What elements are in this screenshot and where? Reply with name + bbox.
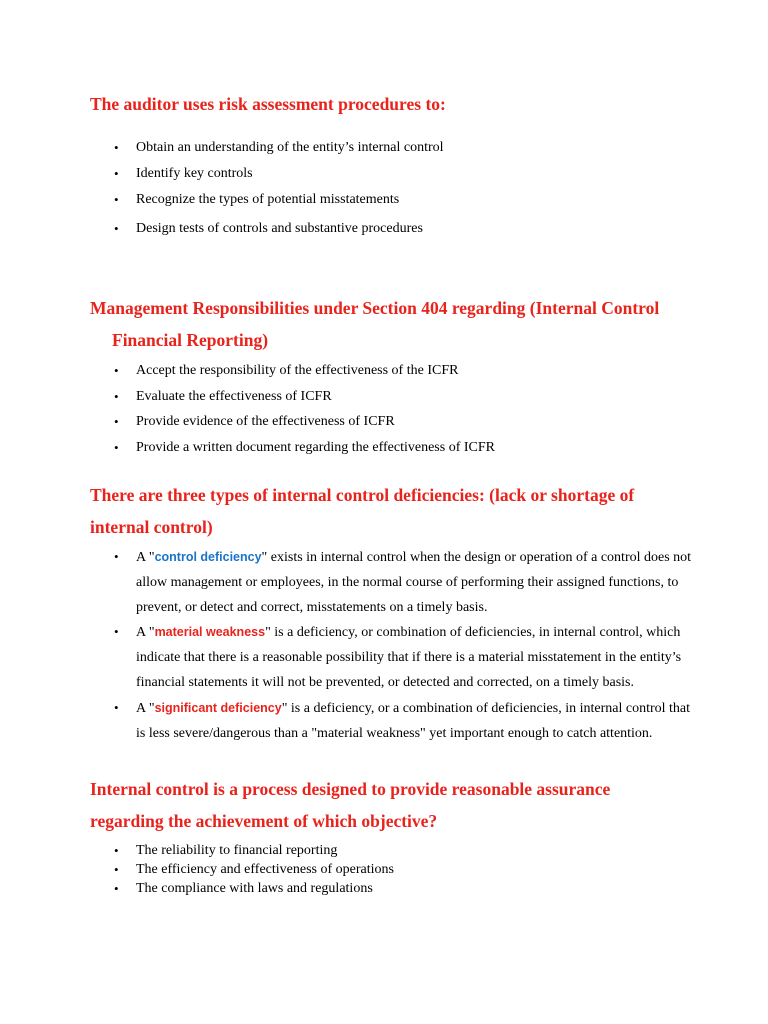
list-deficiency-types xyxy=(0,545,696,746)
heading-deficiency-types: There are three types of internal control deficiencies: (lack or shortage of internal control) xyxy=(90,485,635,537)
list-management-responsibilities xyxy=(0,358,696,460)
list-item: • Identify key controls xyxy=(0,161,696,187)
bullet-icon: • xyxy=(114,862,119,877)
bullet-icon: • xyxy=(114,140,119,155)
bullet-icon: • xyxy=(114,881,119,896)
term-material-weakness: material weakness xyxy=(154,625,266,640)
bullet-icon: • xyxy=(114,192,119,207)
bullet-icon: • xyxy=(114,414,119,429)
bullet-icon: • xyxy=(114,549,119,564)
list-item: • Accept the responsibility of the effectiveness of the ICFR xyxy=(0,358,696,384)
heading-internal-control-objectives: Internal control is a process designed to provide reasonable assurance regarding the achievement of which objective? xyxy=(90,779,611,831)
list-item: • Obtain an understanding of the entity’s internal control xyxy=(0,135,696,161)
list-item: • The reliability to financial reporting xyxy=(114,843,338,858)
bullet-icon: • xyxy=(114,699,119,715)
list-item: • A "significant deficiency" is a deficiency, or a combination of deficiencies, in internal control that is less severe/dangerous than a "material weakness" yet important enough to catch attention. xyxy=(0,696,696,747)
term-control-deficiency: control deficiency xyxy=(154,550,262,564)
heading-risk-assessment: The auditor uses risk assessment procedures to: xyxy=(90,94,446,114)
list-item: • Provide evidence of the effectiveness of ICFR xyxy=(0,409,696,435)
list-risk-assessment xyxy=(0,135,696,242)
list-item: • Evaluate the effectiveness of ICFR xyxy=(0,384,696,410)
list-item: • Recognize the types of potential misstatements xyxy=(0,187,696,213)
list-item: • A "material weakness" is a deficiency, or combination of deficiencies, in internal control, which indicate that there is a reasonable possibility that if there is a material misstatement in the entity’s financial statements it will not be prevented, or detected and corrected, on a timely basis. xyxy=(0,620,696,695)
list-item: • The compliance with laws and regulations xyxy=(114,881,373,896)
list-internal-control-objectives xyxy=(0,841,696,898)
bullet-icon: • xyxy=(114,624,119,640)
bullet-icon: • xyxy=(114,388,119,404)
bullet-icon: • xyxy=(114,843,119,858)
bullet-icon: • xyxy=(114,166,119,181)
list-item: • A "control deficiency" exists in internal control when the design or operation of a control does not allow management or employees, in the normal course of performing their assigned functions, to prevent, or detect and correct, misstatements on a timely basis. xyxy=(0,545,696,620)
bullet-icon: • xyxy=(114,439,119,455)
bullet-icon: • xyxy=(114,221,119,236)
heading-management-responsibilities: Management Responsibilities under Section 404 regarding (Internal Control Financial Reporting) xyxy=(90,298,660,350)
term-significant-deficiency: significant deficiency xyxy=(154,700,282,715)
bullet-icon: • xyxy=(114,363,119,378)
list-item: • Provide a written document regarding the effectiveness of ICFR xyxy=(0,435,696,461)
list-item: • Design tests of controls and substantive procedures xyxy=(0,216,696,242)
list-item: • The efficiency and effectiveness of operations xyxy=(114,862,394,877)
